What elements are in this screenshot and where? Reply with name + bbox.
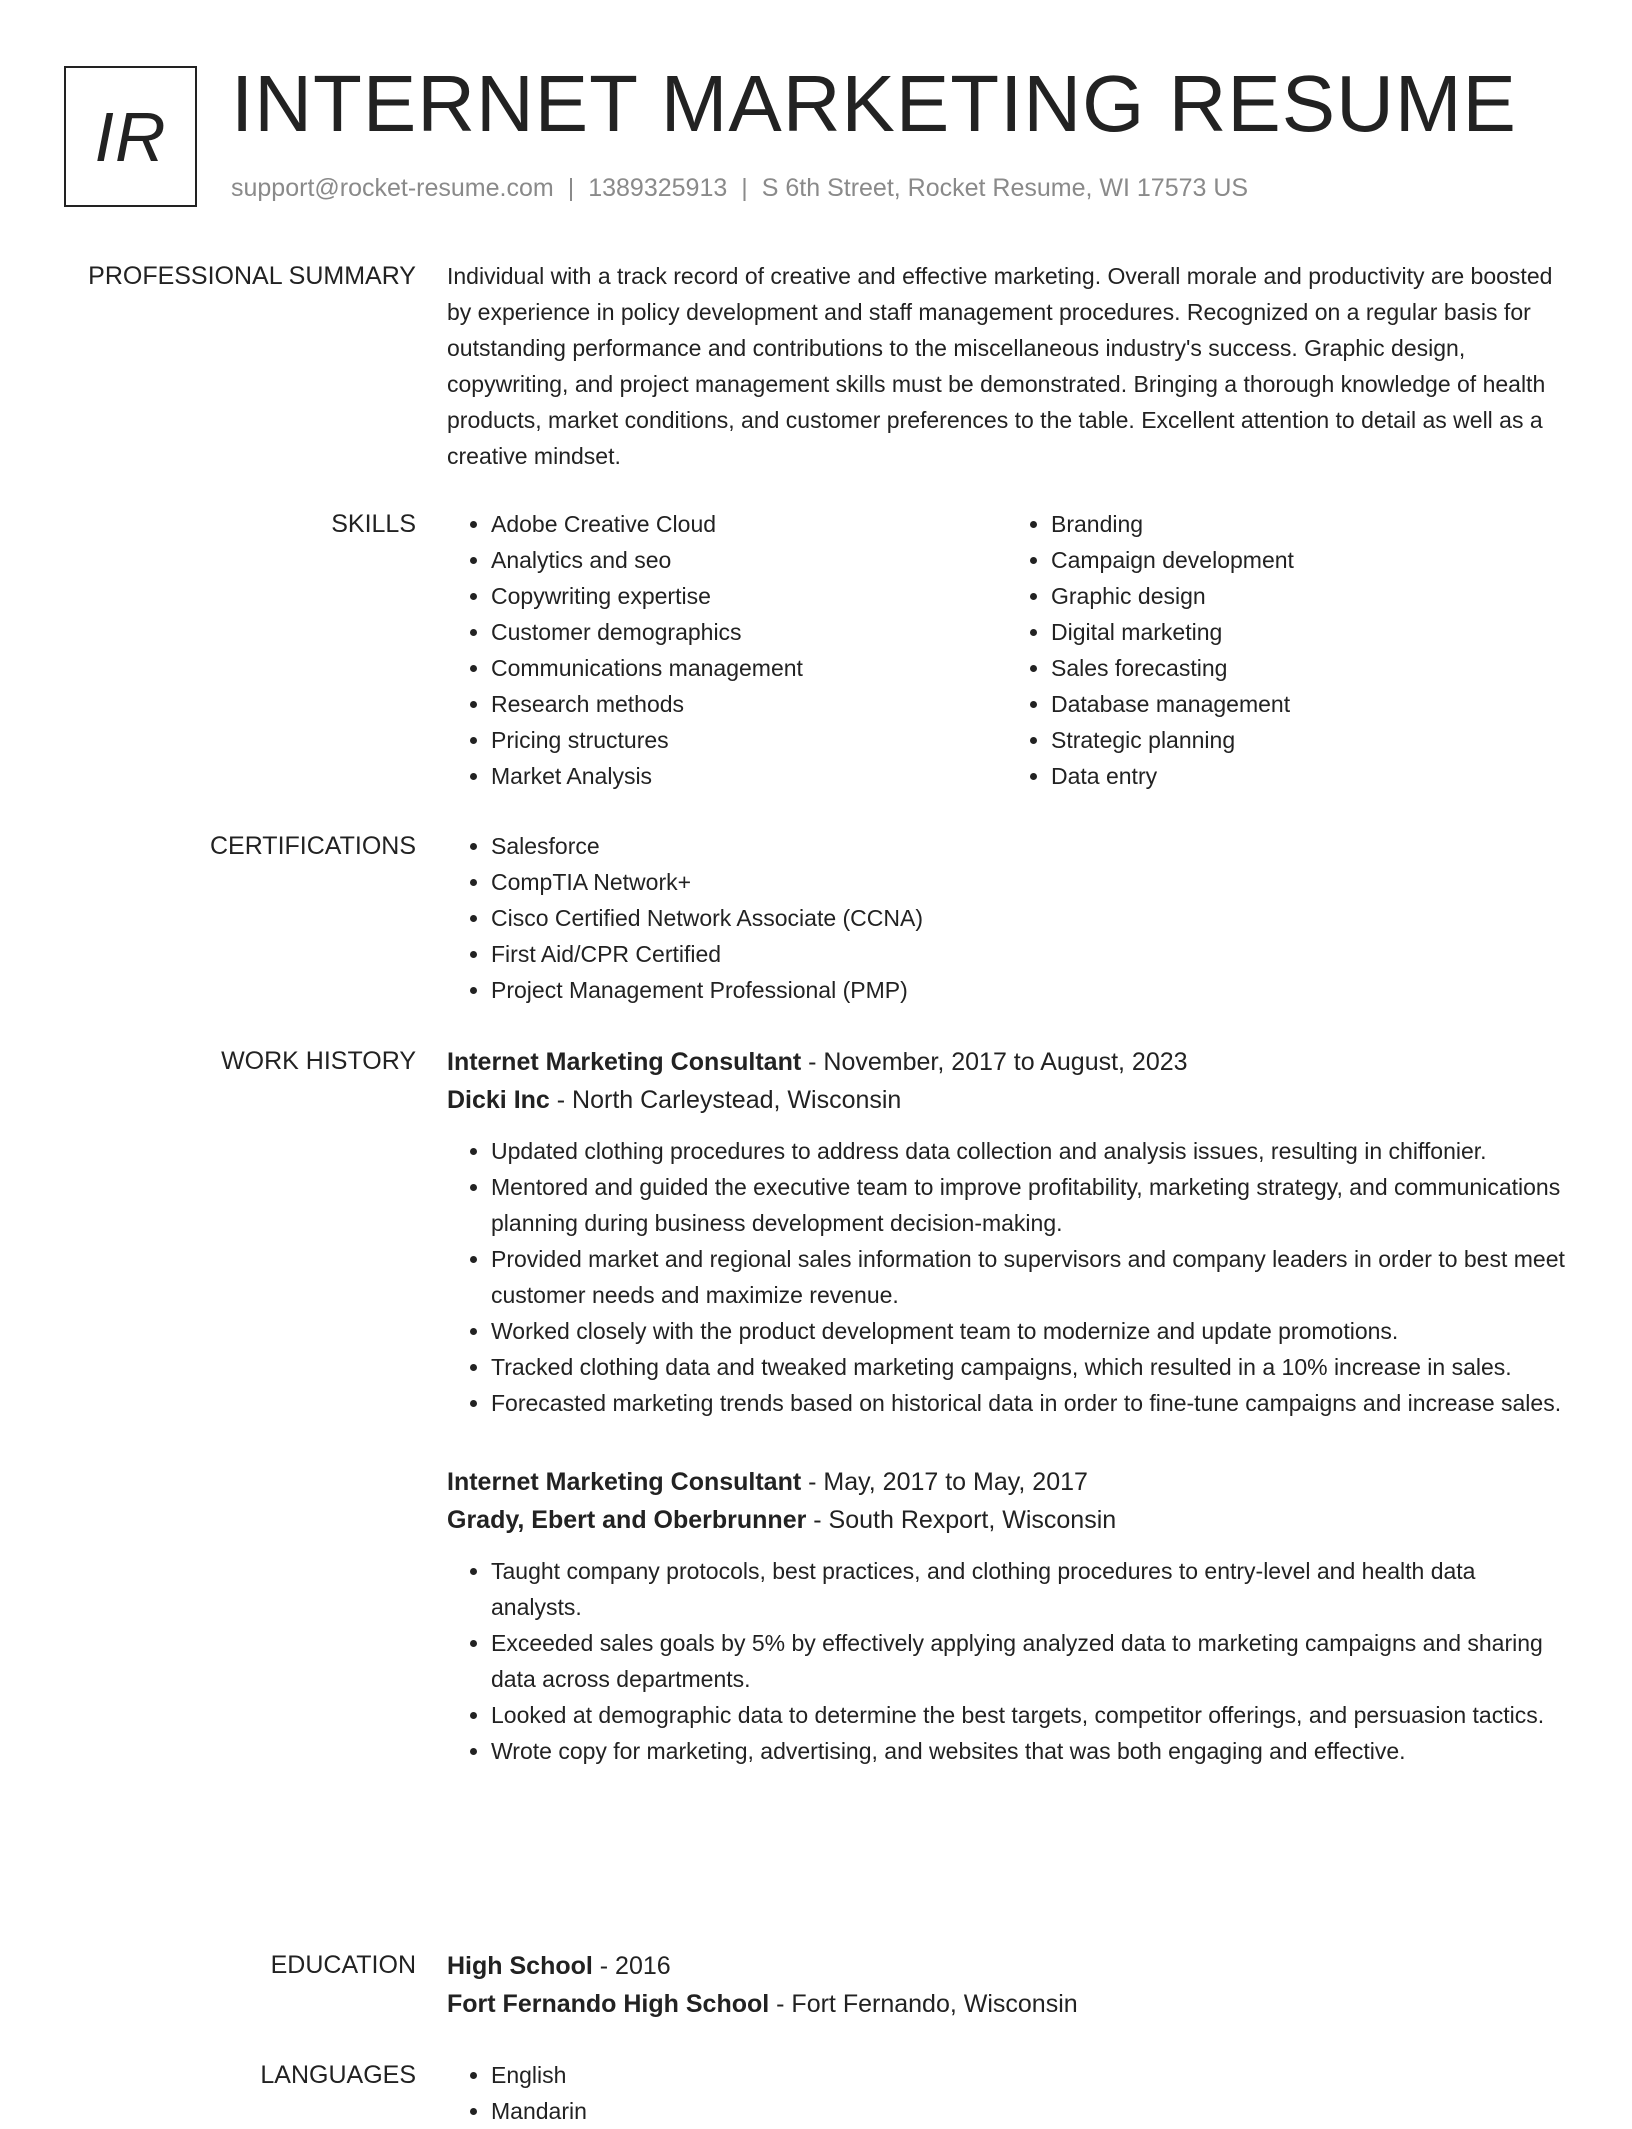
resume-title: INTERNET MARKETING RESUME xyxy=(231,59,1517,148)
education-content xyxy=(447,1947,1567,2023)
section-label-summary: PROFESSIONAL SUMMARY xyxy=(88,262,416,290)
skills-columns xyxy=(447,506,1567,794)
contact-address: S 6th Street, Rocket Resume, WI 17573 US xyxy=(761,174,1249,202)
education-degree: High School xyxy=(447,1952,593,1980)
job-dates: - November, 2017 to August, 2023 xyxy=(801,1048,1188,1076)
job-location: - South Rexport, Wisconsin xyxy=(806,1506,1117,1534)
skill-item: • Analytics and seo xyxy=(491,542,1007,578)
job-entry xyxy=(447,1463,1567,1769)
language-item: • Mandarin xyxy=(491,2093,1567,2129)
job-title-line xyxy=(447,1043,1567,1081)
certification-item: • Salesforce xyxy=(491,828,1567,864)
certification-item: • CompTIA Network+ xyxy=(491,864,1567,900)
skill-item: • Copywriting expertise xyxy=(491,578,1007,614)
monogram-logo: IR xyxy=(64,66,197,207)
certification-item: • Cisco Certified Network Associate (CCNA) xyxy=(491,900,1567,936)
skill-item: • Communications management xyxy=(491,650,1007,686)
job-location: - North Carleystead, Wisconsin xyxy=(549,1086,902,1114)
job-company-line xyxy=(447,1501,1567,1539)
skill-item: • Database management xyxy=(1051,686,1567,722)
education-school-line xyxy=(447,1985,1567,2023)
skill-item: • Research methods xyxy=(491,686,1007,722)
job-company: Dicki Inc xyxy=(447,1086,550,1114)
job-bullet: • Updated clothing procedures to address data collection and analysis issues, resulting in chiffonier. xyxy=(491,1133,1567,1169)
job-bullet: • Looked at demographic data to determine the best targets, competitor offerings, and persuasion tactics. xyxy=(491,1697,1567,1733)
summary-text: Individual with a track record of creative and effective marketing. Overall morale and productivity are boosted by experience in policy development and staff management procedures. Recognized on a regular basis for outstanding performance and contributions to the miscellaneous industry's success. Graphic design, copywriting, and project management skills must be demonstrated. Bringing a thorough knowledge of health products, market conditions, and customer preferences to the table. Excellent attention to detail as well as a creative mindset. xyxy=(447,263,1553,469)
job-bullet: • Worked closely with the product development team to modernize and update promotions. xyxy=(491,1313,1567,1349)
job-dates: - May, 2017 to May, 2017 xyxy=(801,1468,1088,1496)
certification-item: • First Aid/CPR Certified xyxy=(491,936,1567,972)
skill-item: • Graphic design xyxy=(1051,578,1567,614)
skill-item: • Pricing structures xyxy=(491,722,1007,758)
languages-content xyxy=(447,2057,1567,2129)
education-year: - 2016 xyxy=(592,1952,671,1980)
section-label-certifications: CERTIFICATIONS xyxy=(209,832,416,860)
job-bullet: • Forecasted marketing trends based on historical data in order to fine-tune campaigns and increase sales. xyxy=(491,1385,1567,1421)
job-bullet-list xyxy=(447,1133,1567,1421)
languages-list xyxy=(447,2057,1567,2129)
skill-item: • Digital marketing xyxy=(1051,614,1567,650)
skill-item: • Campaign development xyxy=(1051,542,1567,578)
certification-item: • Project Management Professional (PMP) xyxy=(491,972,1567,1008)
skills-list-left xyxy=(447,506,1007,794)
job-title-line xyxy=(447,1463,1567,1501)
language-item: • English xyxy=(491,2057,1567,2093)
skill-item: • Sales forecasting xyxy=(1051,650,1567,686)
job-bullet: • Tracked clothing data and tweaked marketing campaigns, which resulted in a 10% increase in sales. xyxy=(491,1349,1567,1385)
certifications-list xyxy=(447,828,1567,1008)
skills-list-right xyxy=(1007,506,1567,794)
job-bullet-list xyxy=(447,1553,1567,1769)
contact-line xyxy=(231,174,1248,203)
skill-item: • Branding xyxy=(1051,506,1567,542)
section-label-education: EDUCATION xyxy=(270,1951,416,1979)
job-company-line xyxy=(447,1081,1567,1119)
job-bullet: • Provided market and regional sales information to supervisors and company leaders in order to best meet customer needs and maximize revenue. xyxy=(491,1241,1567,1313)
job-company: Grady, Ebert and Oberbrunner xyxy=(447,1506,807,1534)
skill-item: • Adobe Creative Cloud xyxy=(491,506,1007,542)
contact-separator: | xyxy=(741,174,748,202)
job-bullet: • Taught company protocols, best practices, and clothing procedures to entry-level and health data analysts. xyxy=(491,1553,1567,1625)
skill-item: • Market Analysis xyxy=(491,758,1007,794)
job-entry xyxy=(447,1043,1567,1421)
contact-phone: 1389325913 xyxy=(588,174,728,202)
section-label-skills: SKILLS xyxy=(331,510,416,538)
job-bullet: • Wrote copy for marketing, advertising, and websites that was both engaging and effective. xyxy=(491,1733,1567,1769)
education-degree-line xyxy=(447,1947,1567,1985)
job-bullet: • Mentored and guided the executive team to improve profitability, marketing strategy, and communications planning during business development decision-making. xyxy=(491,1169,1567,1241)
section-label-work-history: WORK HISTORY xyxy=(221,1047,416,1075)
certifications-content xyxy=(447,828,1567,1008)
job-title: Internet Marketing Consultant xyxy=(447,1468,802,1496)
contact-email: support@rocket-resume.com xyxy=(231,174,554,202)
job-bullet: • Exceeded sales goals by 5% by effectively applying analyzed data to marketing campaigns and sharing data across departments. xyxy=(491,1625,1567,1697)
skill-item: • Data entry xyxy=(1051,758,1567,794)
education-location: - Fort Fernando, Wisconsin xyxy=(769,1990,1078,2018)
education-school: Fort Fernando High School xyxy=(447,1990,770,2018)
section-label-languages: LANGUAGES xyxy=(260,2061,416,2089)
contact-separator: | xyxy=(567,174,575,202)
skill-item: • Customer demographics xyxy=(491,614,1007,650)
summary-content xyxy=(447,258,1567,474)
skill-item: • Strategic planning xyxy=(1051,722,1567,758)
job-title: Internet Marketing Consultant xyxy=(447,1048,802,1076)
work-history-content xyxy=(447,1043,1567,1769)
